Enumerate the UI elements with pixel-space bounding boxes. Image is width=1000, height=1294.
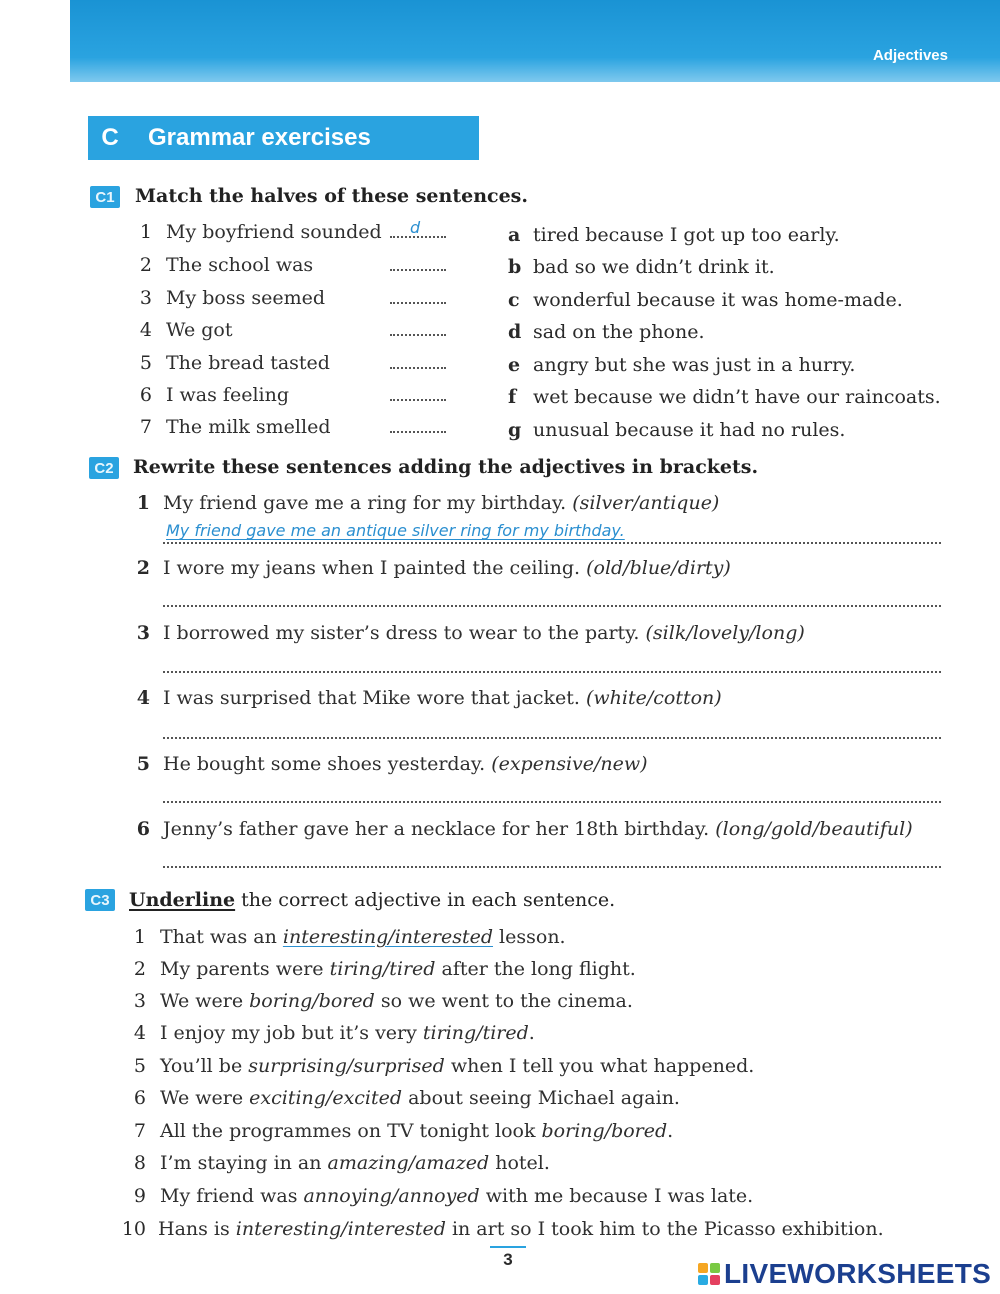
c3-instruction [129,889,615,911]
c3-item-number: 8 [133,1152,146,1174]
c2-hint: (silver/antique) [572,492,720,514]
c3-item-sentence [160,1185,753,1207]
c2-item-number: 6 [136,818,150,840]
header-band [70,0,1000,82]
c2-answer-line[interactable] [163,737,941,739]
c1-item-number: 1 [139,221,152,243]
c2-sentence-text: I was surprised that Mike wore that jacket. [163,687,586,709]
c2-item-number: 5 [136,753,150,775]
c3-sentence-start: We were [160,1087,250,1109]
c1-item-text: I was feeling [166,384,289,406]
option-key: c [508,289,520,311]
c3-sentence-start: That was an [160,926,283,948]
c3-sentence-start: You’ll be [160,1055,249,1077]
c3-sentence-start: We were [160,990,250,1012]
c3-item-sentence [160,1152,550,1174]
c2-item-number: 2 [136,557,150,579]
c3-sentence-end: in art so I took him to the Picasso exhibition. [445,1218,884,1240]
option-key: a [508,224,521,246]
c2-hint: (expensive/new) [491,753,648,775]
c2-sentence-text: I borrowed my sister’s dress to wear to the party. [163,622,646,644]
c2-item-sentence [163,818,913,840]
option-text: wonderful because it was home-made. [533,289,903,311]
c3-instruction-rest: the correct adjective in each sentence. [235,889,616,911]
c3-sentence-end: hotel. [489,1152,550,1174]
c1-instruction: Match the halves of these sentences. [135,185,528,207]
c3-item-number: 3 [133,990,146,1012]
c2-item-sentence [163,557,731,579]
brand-text: LIVEWORKSHEETS [724,1258,992,1289]
c3-item-sentence [158,1218,884,1240]
c2-item-sentence [163,492,719,514]
c2-item-sentence [163,687,722,709]
c3-sentence-start: Hans is [158,1218,236,1240]
c3-choice[interactable]: interesting/interested [235,1218,446,1240]
option-key: g [508,419,522,441]
c1-item-text: The milk smelled [166,416,331,438]
c1-item-number: 4 [139,319,152,341]
section-letter: C [101,124,119,151]
c1-item-number: 5 [139,352,152,374]
c3-sentence-end: so we went to the cinema. [374,990,633,1012]
c3-choice[interactable]: annoying/annoyed [303,1185,480,1207]
c2-sentence-text: Jenny’s father gave her a necklace for her 18th birthday. [163,818,716,840]
c2-answer-handwritten[interactable]: My friend gave me an antique silver ring for my birthday. [166,521,625,540]
c2-hint: (old/blue/dirty) [586,557,731,579]
c3-sentence-end: about seeing Michael again. [402,1087,680,1109]
option-text: unusual because it had no rules. [533,419,846,441]
option-text: tired because I got up too early. [533,224,840,246]
c3-item-number: 2 [133,958,146,980]
c3-sentence-start: My parents were [160,958,330,980]
c2-answer-line[interactable] [163,801,941,803]
c3-sentence-end: when I tell you what happened. [444,1055,755,1077]
c1-item-text: The bread tasted [166,352,330,374]
c1-answer-handwritten[interactable]: d [410,218,421,237]
c3-item-sentence [160,1120,673,1142]
page-number: 3 [490,1250,526,1270]
c2-item-sentence [163,622,805,644]
c2-answer-line[interactable] [163,605,941,607]
c1-answer-blank[interactable] [390,431,446,433]
c3-choice[interactable]: boring/bored [249,990,375,1012]
c3-item-sentence [160,990,633,1012]
c3-item-number: 1 [133,926,146,948]
c3-sentence-end: lesson. [493,926,566,948]
c2-item-sentence [163,753,648,775]
c3-badge: C3 [85,889,115,911]
c3-choice[interactable]: tiring/tired [422,1022,529,1044]
c1-badge: C1 [90,186,120,208]
c3-item-number: 7 [133,1120,146,1142]
c2-answer-line[interactable] [163,671,941,673]
c3-choice[interactable]: tiring/tired [329,958,436,980]
c3-sentence-start: I’m staying in an [160,1152,328,1174]
c1-answer-blank[interactable] [390,269,446,271]
c2-answer-line[interactable] [163,866,941,868]
option-text: wet because we didn’t have our raincoats. [533,386,941,408]
c3-item-sentence [160,926,566,948]
c3-item-number: 5 [133,1055,146,1077]
c3-sentence-end: after the long flight. [435,958,636,980]
c2-badge: C2 [89,457,119,479]
c3-item-sentence [160,958,636,980]
chapter-title: Adjectives [872,47,948,64]
option-text: bad so we didn’t drink it. [533,256,775,278]
c3-item-sentence [160,1022,535,1044]
c2-answer-line[interactable] [163,542,941,544]
c2-hint: (long/gold/beautiful) [715,818,913,840]
c3-choice[interactable]: amazing/amazed [327,1152,490,1174]
c1-item-number: 7 [139,416,152,438]
c3-item-number: 9 [133,1185,146,1207]
c2-item-number: 3 [136,622,150,644]
c1-item-text: The school was [166,254,314,276]
c3-item-sentence [160,1087,680,1109]
section-heading [88,116,479,160]
c3-sentence-start: My friend was [160,1185,304,1207]
c1-answer-blank[interactable] [390,302,446,304]
c3-choice-underlined[interactable]: interesting/interested [282,926,494,948]
option-key: e [508,354,521,376]
c1-answer-blank[interactable] [390,367,446,369]
c1-item-number: 6 [139,384,152,406]
c3-sentence-start: All the programmes on TV tonight look [160,1120,542,1142]
c1-answer-blank[interactable] [390,399,446,401]
c3-choice[interactable]: surprising/surprised [248,1055,445,1077]
option-text: angry but she was just in a hurry. [533,354,856,376]
c1-item-text: My boyfriend sounded [166,221,382,243]
c3-sentence-end: . [528,1022,535,1044]
c3-item-number: 6 [133,1087,146,1109]
option-key: d [508,321,522,343]
c1-item-number: 3 [139,287,152,309]
c2-sentence-text: My friend gave me a ring for my birthday. [163,492,573,514]
c2-instruction: Rewrite these sentences adding the adjectives in brackets. [133,456,759,478]
c3-item-number: 10 [121,1218,146,1240]
c3-sentence-end: with me because I was late. [479,1185,754,1207]
c3-sentence-start: I enjoy my job but it’s very [160,1022,423,1044]
c3-choice[interactable]: exciting/excited [249,1087,403,1109]
c1-item-text: We got [166,319,233,341]
liveworksheets-logo [698,1258,991,1290]
c2-item-number: 1 [136,492,150,514]
c3-instruction-underline-word: Underline [129,889,236,911]
c1-item-number: 2 [139,254,152,276]
liveworksheets-icon [698,1263,720,1285]
section-title: Grammar exercises [148,124,371,151]
c2-sentence-text: He bought some shoes yesterday. [163,753,492,775]
option-text: sad on the phone. [533,321,705,343]
c2-item-number: 4 [136,687,150,709]
c1-item-text: My boss seemed [166,287,326,309]
option-key: f [508,386,517,408]
c3-item-sentence [160,1055,754,1077]
c1-answer-blank[interactable] [390,334,446,336]
c2-hint: (silk/lovely/long) [645,622,805,644]
c3-sentence-end: . [667,1120,674,1142]
c3-choice[interactable]: boring/bored [541,1120,668,1142]
option-key: b [508,256,522,278]
c2-hint: (white/cotton) [586,687,722,709]
c3-item-number: 4 [133,1022,146,1044]
c2-sentence-text: I wore my jeans when I painted the ceiling. [163,557,587,579]
